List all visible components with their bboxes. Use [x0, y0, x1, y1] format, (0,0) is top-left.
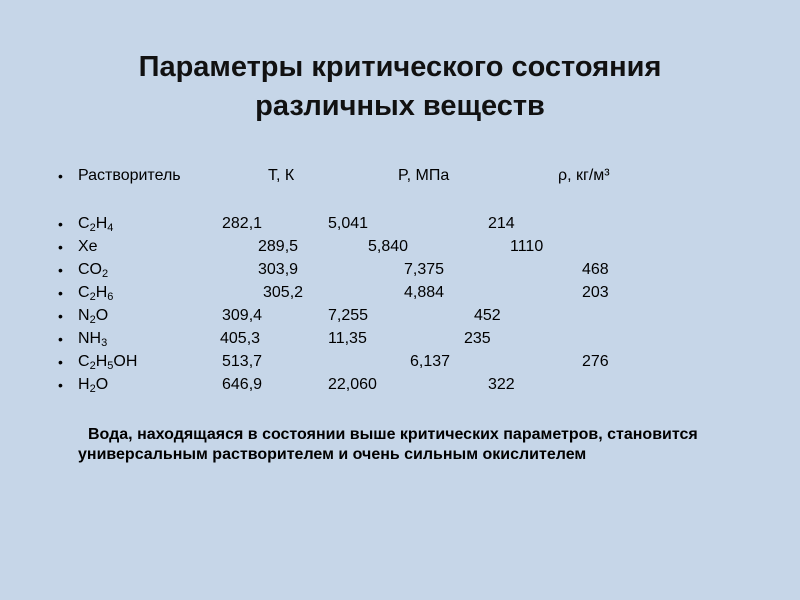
critical-density: 214 [488, 215, 515, 232]
critical-density: 235 [464, 330, 491, 347]
critical-density: 276 [582, 353, 609, 370]
slide-title [0, 48, 800, 126]
substance-formula: $CO_2$ [78, 261, 109, 280]
bullet-icon: • [58, 285, 63, 301]
title-line-1: Параметры критического состояния [138, 51, 662, 83]
critical-pressure: 5,840 [368, 238, 409, 255]
critical-pressure: 4,884 [404, 284, 445, 301]
critical-temperature: 646,9 [222, 376, 263, 393]
critical-temperature: 282,1 [222, 215, 263, 232]
critical-temperature: 513,7 [222, 353, 263, 370]
critical-temperature: 289,5 [258, 238, 299, 255]
bullet-icon: • [58, 262, 63, 278]
substance-formula: $C_2H_6$ [78, 284, 114, 303]
substance-formula: $H_2O$ [78, 376, 109, 395]
bullet-icon: • [58, 168, 63, 184]
critical-density: 468 [582, 261, 609, 278]
substance-formula: $C_2H_4$ [78, 215, 114, 234]
critical-temperature: 309,4 [222, 307, 263, 324]
substance-formula: $C_2H_5OH$ [78, 353, 138, 372]
critical-pressure: 11,35 [328, 330, 367, 347]
conclusion-note: Вода, находящаяся в состоянии выше критических параметров, становится универсальным растворителем и очень сильным окислителем [78, 426, 698, 463]
bullet-icon: • [58, 239, 63, 255]
header-solvent: Растворитель [78, 167, 181, 184]
substance-formula: $N_2O$ [78, 307, 109, 326]
critical-density: 322 [488, 376, 515, 393]
critical-pressure: 7,255 [328, 307, 369, 324]
header-temperature: T, К [268, 167, 295, 184]
bullet-icon: • [58, 216, 63, 232]
critical-density: 203 [582, 284, 609, 301]
critical-pressure: 6,137 [410, 353, 451, 370]
title-line-2: различных веществ [255, 90, 545, 122]
header-density: ρ, кг/м³ [558, 167, 610, 184]
critical-pressure: 7,375 [404, 261, 445, 278]
critical-pressure: 5,041 [328, 215, 369, 232]
bullet-icon: • [58, 331, 63, 347]
critical-temperature: 303,9 [258, 261, 299, 278]
substance-formula: Xe [78, 238, 98, 255]
bullet-icon: • [58, 377, 63, 393]
header-pressure: P, МПа [398, 167, 450, 184]
bullet-icon: • [58, 308, 63, 324]
critical-pressure: 22,060 [328, 376, 377, 393]
critical-density: 1110 [510, 238, 544, 255]
substance-formula: $NH_3$ [78, 330, 108, 349]
bullet-icon: • [58, 354, 63, 370]
critical-density: 452 [474, 307, 501, 324]
critical-temperature: 405,3 [220, 330, 261, 347]
critical-temperature: 305,2 [263, 284, 304, 301]
